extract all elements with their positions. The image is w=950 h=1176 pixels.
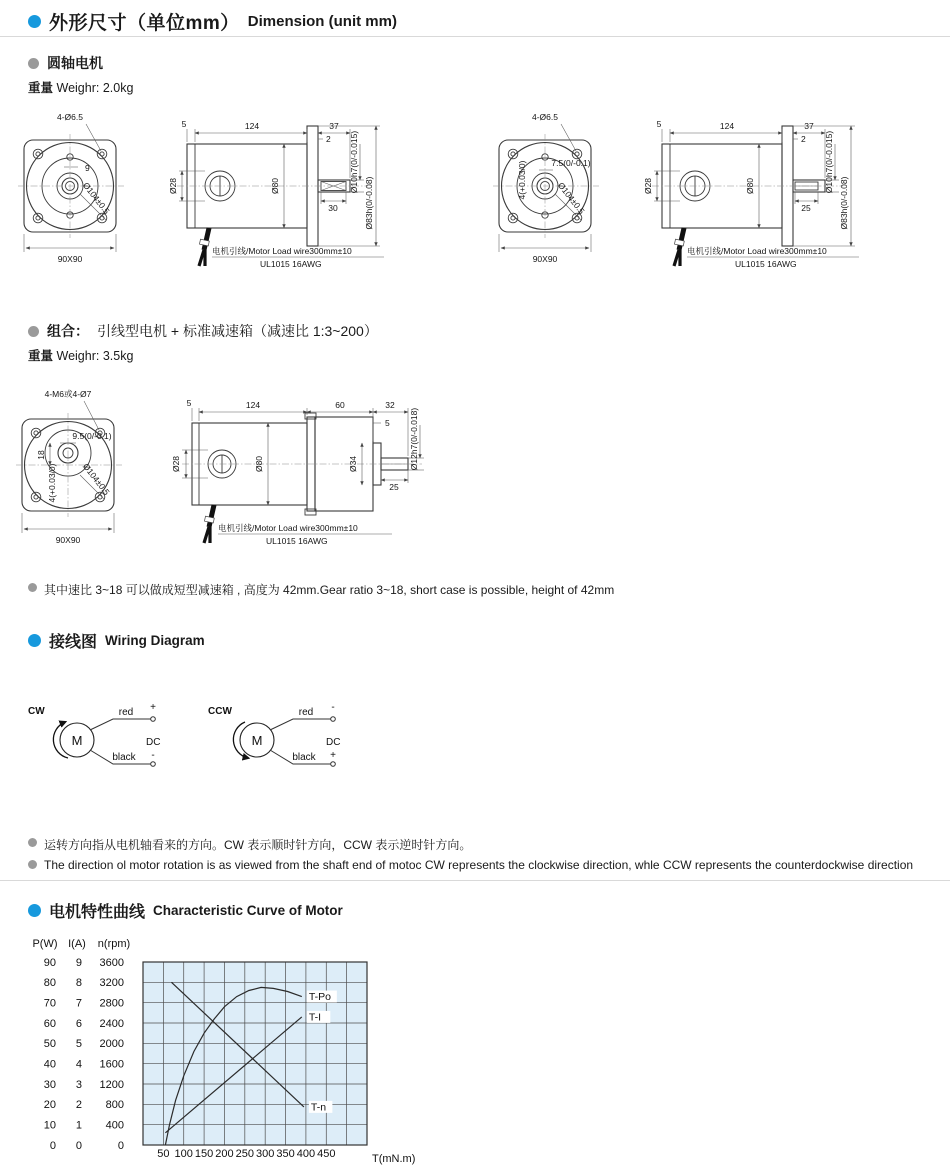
front-view bbox=[16, 389, 122, 545]
motor-lead-wire bbox=[199, 228, 209, 266]
side-view bbox=[171, 398, 424, 546]
rotation-note-en bbox=[28, 858, 938, 872]
wire-spec: UL1015 16AWG bbox=[735, 259, 797, 269]
dim-2: 2 bbox=[801, 134, 806, 144]
weight-value: Weighr: 3.5kg bbox=[56, 349, 134, 363]
dim-mount-holes: 4-Ø6.5 bbox=[532, 112, 558, 122]
weight-label-cn: 重量 bbox=[28, 349, 54, 363]
dim-frame: 90X90 bbox=[532, 254, 558, 264]
dim-60: 60 bbox=[335, 400, 345, 410]
y-tick-label: 80 bbox=[43, 977, 56, 990]
dim-frame: 90X90 bbox=[57, 254, 83, 264]
dim-shaft-dia: Ø12h7(0/-0.018) bbox=[409, 407, 419, 471]
blue-bullet-icon bbox=[28, 15, 41, 28]
x-tick-label: 150 bbox=[194, 1148, 214, 1160]
x-tick-label: 200 bbox=[215, 1148, 234, 1160]
ccw-bottom-polarity: + bbox=[330, 750, 336, 761]
note-bullet-icon bbox=[28, 838, 37, 847]
dim-dia28: Ø28 bbox=[643, 177, 653, 195]
section-title-en: Dimension (unit mm) bbox=[247, 13, 397, 30]
characteristic-curve-chart bbox=[18, 933, 443, 1176]
dim-dia28: Ø28 bbox=[171, 455, 181, 473]
motor-lead-wire bbox=[674, 228, 684, 266]
dim-mount-holes: 4-Ø6.5 bbox=[57, 112, 83, 122]
dim-dia28: Ø28 bbox=[168, 177, 178, 195]
dim-dia80: Ø80 bbox=[270, 177, 280, 195]
gray-bullet-icon bbox=[28, 326, 39, 337]
cw-negative-terminal bbox=[151, 762, 156, 767]
y-tick-label: 2800 bbox=[99, 997, 124, 1010]
dim-dia80: Ø80 bbox=[745, 177, 755, 195]
series-label: T-I bbox=[308, 1011, 322, 1024]
motor-drawing-2 bbox=[487, 106, 950, 270]
y-axis-name: P(W) bbox=[32, 938, 58, 950]
y-tick-label: 2400 bbox=[99, 1017, 124, 1030]
y-tick-label: 7 bbox=[75, 997, 82, 1010]
section-wiring-header bbox=[28, 629, 205, 652]
rotation-note-cn-text: 运转方向指从电机轴看来的方向。CW 表示顺时针方向，CCW 表示逆时针方向。 bbox=[44, 838, 472, 852]
dim-spigot-dia: Ø83h(0/-0.08) bbox=[839, 176, 849, 230]
ccw-label: CCW bbox=[208, 706, 232, 717]
y-axis-name: I(A) bbox=[68, 938, 86, 950]
y-tick-label: 5 bbox=[75, 1038, 82, 1051]
wire-label: 电机引线/Motor Load wire300mm±10 bbox=[212, 246, 352, 256]
dim-frame: 90X90 bbox=[55, 535, 81, 545]
gray-bullet-icon bbox=[28, 58, 39, 69]
x-tick-label: 450 bbox=[317, 1148, 336, 1160]
y-tick-label: 0 bbox=[117, 1139, 124, 1152]
wiring-diagram bbox=[18, 698, 363, 793]
dim-dia34: Ø34 bbox=[348, 455, 358, 473]
dim-key-len: 30 bbox=[328, 203, 338, 213]
side-view bbox=[168, 119, 384, 269]
ccw-negative-terminal bbox=[331, 717, 336, 722]
round-motor-subheader bbox=[28, 53, 103, 73]
front-view bbox=[493, 112, 599, 264]
y-tick-label: 0 bbox=[49, 1139, 56, 1152]
combo-subheader bbox=[28, 321, 378, 341]
dim-flat-len: 25 bbox=[801, 203, 811, 213]
y-tick-label: 70 bbox=[43, 997, 56, 1010]
dim-key-depth: 9.5(0/-0.1) bbox=[72, 431, 112, 441]
round-motor-weight bbox=[28, 78, 133, 96]
ccw-dc-label: DC bbox=[326, 737, 341, 748]
motor-lead-wire bbox=[204, 505, 214, 543]
x-axis-label: T(mN.m) bbox=[372, 1153, 416, 1165]
x-tick-label: 300 bbox=[256, 1148, 275, 1160]
weight-value: Weighr: 2.0kg bbox=[56, 81, 134, 95]
dim-2: 2 bbox=[326, 134, 331, 144]
curve-title-cn: 电机特性曲线 bbox=[49, 904, 146, 921]
y-tick-label: 0 bbox=[75, 1139, 82, 1152]
dim-5: 5 bbox=[656, 119, 662, 129]
y-tick-label: 4 bbox=[75, 1058, 82, 1071]
x-tick-label: 350 bbox=[276, 1148, 295, 1160]
x-tick-label: 400 bbox=[296, 1148, 316, 1160]
dim-shaft-len: 25 bbox=[389, 482, 399, 492]
dim-shaft-dia: Ø10h7(0/-0.015) bbox=[349, 130, 359, 194]
x-tick-label: 50 bbox=[157, 1148, 170, 1160]
x-tick-label: 250 bbox=[235, 1148, 254, 1160]
y-tick-label: 1200 bbox=[99, 1078, 124, 1091]
section-divider bbox=[0, 880, 950, 881]
wiring-ccw bbox=[208, 702, 340, 766]
y-tick-label: 50 bbox=[43, 1038, 56, 1051]
y-tick-label: 6 bbox=[75, 1017, 82, 1030]
side-view bbox=[643, 119, 859, 269]
dim-37: 37 bbox=[804, 121, 814, 131]
wire-spec: UL1015 16AWG bbox=[266, 536, 328, 546]
blue-bullet-icon bbox=[28, 904, 41, 917]
dim-pilot: Ø104±0.5 bbox=[80, 461, 112, 497]
dim-pilot: Ø104±0.5 bbox=[555, 180, 587, 216]
cw-positive-terminal bbox=[151, 717, 156, 722]
y-tick-label: 8 bbox=[75, 977, 82, 990]
y-tick-label: 9 bbox=[75, 956, 82, 969]
y-tick-label: 3 bbox=[75, 1078, 82, 1091]
y-tick-label: 800 bbox=[105, 1099, 124, 1112]
curve-title-en: Characteristic Curve of Motor bbox=[153, 903, 343, 918]
dim-key: 9 bbox=[85, 163, 90, 173]
gearmotor-drawing bbox=[10, 383, 450, 555]
dim-mount-holes: 4-M6或4-Ø7 bbox=[44, 389, 92, 399]
series-label: T-n bbox=[310, 1101, 327, 1114]
y-tick-label: 90 bbox=[43, 956, 56, 969]
gear-note-text: 其中速比 3~18 可以做成短型减速箱 , 高度为 42mm.Gear ratio 3~18, short case is possible, height of 42mm bbox=[44, 583, 615, 597]
round-motor-label: 圆轴电机 bbox=[47, 55, 103, 71]
cw-dc-label: DC bbox=[146, 737, 161, 748]
series-label: T-Po bbox=[308, 991, 332, 1004]
dim-124: 124 bbox=[244, 121, 260, 131]
cw-red-wire-label: red bbox=[118, 707, 134, 718]
ccw-top-polarity: - bbox=[331, 702, 335, 713]
dim-124: 124 bbox=[245, 400, 261, 410]
blue-bullet-icon bbox=[28, 634, 41, 647]
y-axis-name: n(rpm) bbox=[97, 938, 131, 950]
combo-label-bold: 组合： bbox=[47, 323, 89, 339]
y-tick-label: 2000 bbox=[99, 1038, 124, 1051]
note-bullet-icon bbox=[28, 583, 37, 592]
ccw-red-wire-label: red bbox=[298, 707, 314, 718]
y-tick-label: 400 bbox=[105, 1119, 124, 1132]
ccw-black-wire-label: black bbox=[292, 752, 316, 763]
section-title-cn: 外形尺寸（单位mm） bbox=[49, 13, 240, 34]
header-divider bbox=[0, 36, 950, 37]
section-curve-header bbox=[28, 899, 343, 922]
dim-pilot: Ø104±0.5 bbox=[80, 180, 112, 216]
motor-symbol: M bbox=[71, 733, 83, 748]
dim-key-width: 4(+0.03/0) bbox=[47, 463, 57, 503]
dim-5: 5 bbox=[186, 398, 192, 408]
wiring-title-en: Wiring Diagram bbox=[105, 633, 205, 648]
cw-label: CW bbox=[28, 706, 45, 717]
dim-124: 124 bbox=[719, 121, 735, 131]
dim-18: 18 bbox=[36, 450, 46, 460]
y-tick-label: 3200 bbox=[99, 977, 124, 990]
y-tick-label: 60 bbox=[43, 1017, 56, 1030]
dim-37: 37 bbox=[329, 121, 339, 131]
cw-top-polarity: + bbox=[150, 702, 156, 713]
note-bullet-icon bbox=[28, 860, 37, 869]
weight-label-cn: 重量 bbox=[28, 81, 54, 95]
dim-key-depth: 7.5(0/-0.1) bbox=[551, 158, 591, 168]
wiring-cw bbox=[28, 702, 160, 766]
gear-ratio-note bbox=[28, 581, 928, 598]
dim-32: 32 bbox=[385, 400, 395, 410]
dim-shaft-dia: Ø10h7(0/-0.015) bbox=[824, 130, 834, 194]
y-tick-label: 20 bbox=[43, 1099, 56, 1112]
wire-label: 电机引线/Motor Load wire300mm±10 bbox=[218, 523, 358, 533]
y-tick-label: 30 bbox=[43, 1078, 56, 1091]
y-tick-label: 10 bbox=[43, 1119, 56, 1132]
motor-drawing-1 bbox=[12, 106, 477, 270]
wire-label: 电机引线/Motor Load wire300mm±10 bbox=[687, 246, 827, 256]
motor-symbol: M bbox=[251, 733, 263, 748]
ccw-positive-terminal bbox=[331, 762, 336, 767]
dim-dia80: Ø80 bbox=[254, 455, 264, 473]
wiring-title-cn: 接线图 bbox=[49, 634, 98, 651]
y-tick-label: 40 bbox=[43, 1058, 56, 1071]
y-tick-label: 1 bbox=[75, 1119, 82, 1132]
dim-5b: 5 bbox=[385, 418, 390, 428]
dim-spigot-dia: Ø83h(0/-0.08) bbox=[364, 176, 374, 230]
cw-black-wire-label: black bbox=[112, 752, 136, 763]
y-tick-label: 2 bbox=[75, 1099, 82, 1112]
y-tick-label: 1600 bbox=[99, 1058, 124, 1071]
dim-key-width: 4(+0.03/0) bbox=[517, 160, 527, 200]
y-tick-label: 3600 bbox=[99, 956, 124, 969]
rotation-note-cn bbox=[28, 836, 938, 853]
front-view bbox=[18, 112, 124, 264]
x-tick-label: 100 bbox=[174, 1148, 193, 1160]
combo-label-rest: 引线型电机 + 标准减速箱（减速比 1:3~200） bbox=[97, 323, 378, 339]
combo-weight bbox=[28, 346, 133, 364]
cw-bottom-polarity: - bbox=[151, 750, 155, 761]
dim-5: 5 bbox=[181, 119, 187, 129]
rotation-note-en-text: The direction ol motor rotation is as viewed from the shaft end of motoc CW represents the clockwise direction, whle CCW represents the counterdockwise direction bbox=[44, 858, 914, 872]
section-dimension-header bbox=[28, 8, 397, 35]
wire-spec: UL1015 16AWG bbox=[260, 259, 322, 269]
